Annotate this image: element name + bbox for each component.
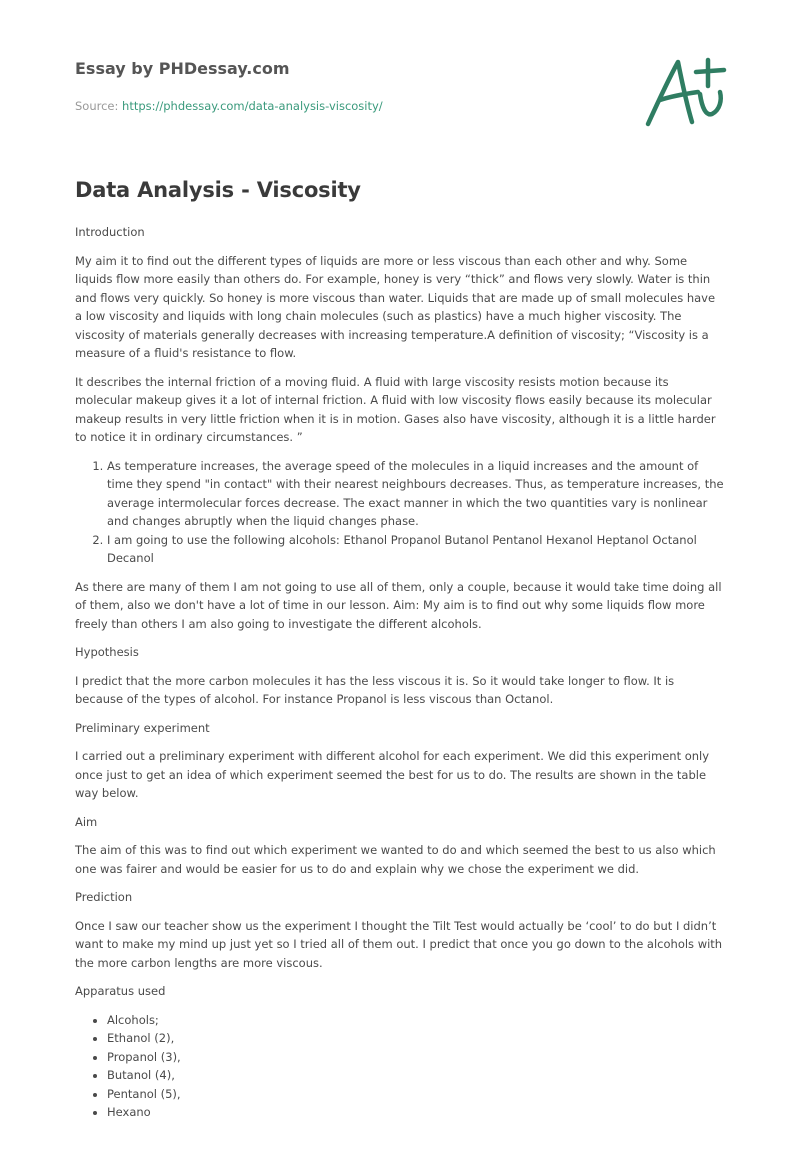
section-label-preliminary: Preliminary experiment [75,720,210,735]
list-item: • Butanol (4), [107,1066,725,1085]
a-plus-logo-icon [640,52,730,132]
paragraph: I predict that the more carbon molecules it has the less viscous it is. So it would take longer to flow. It is because of the types of alcohol. For instance Propanol is less viscous than Octanol. [75,673,675,706]
source-label: Source: [75,98,119,113]
list-item: • Propanol (3), [107,1048,725,1067]
paragraph: It describes the internal friction of a moving fluid. A fluid with large viscosity resists motion because its molecular makeup gives it a lot of internal friction. A fluid with low viscosity flows easily because its molecular makeup results in very little friction when it is in motion. Gases also have viscosity, although it is a little harder to notice it in ordinary circumstances. ” [75,374,716,444]
paragraph: My aim it to find out the different types of liquids are more or less viscous than each other and why. Some liquids flow more easily than others do. For example, honey is very “thick” and flows very slowly. Water is thin and flows very quickly. So honey is more viscous than water. Liquids that are made up of small molecules have a low viscosity and liquids with long chain molecules (such as plastics) have a much higher viscosity. The viscosity of materials generally decreases with increasing temperature.A definition of viscosity; “Viscosity is a measure of a fluid's resistance to flow. [75,253,716,360]
bullet-list [75,1011,725,1122]
list-item: 2. I am going to use the following alcohols: Ethanol Propanol Butanol Pentanol Hexanol Heptanol Octanol Decanol [107,531,725,568]
page-title: Data Analysis - Viscosity [75,178,361,202]
section-label-introduction: Introduction [75,225,145,239]
source-line [75,99,725,113]
numbered-list [75,457,725,568]
list-item: • Alcohols; [107,1011,725,1030]
paragraph: Once I saw our teacher show us the experiment I thought the Tilt Test would actually be ‘cool’ to do but I didn’t want to make my mind up just yet so I tried all of them out. I predict that once you go down to the alcohols with the more carbon lengths are more viscous. [75,918,723,970]
paragraph: I carried out a preliminary experiment with different alcohol for each experiment. We did this experiment only once just to get an idea of which experiment seemed the best for us to do. The results are shown in the table way below. [75,749,710,800]
essay-header [75,60,725,113]
list-item: 1. As temperature increases, the average speed of the molecules in a liquid increases and the amount of time they spend "in contact" with their nearest neighbours decreases. Thus, as temperature increases, the average intermolecular forces decrease. The exact manner in which the two quantities vary is nonlinear and changes abruptly when the liquid changes phase. [107,457,725,531]
list-item: • Pentanol (5), [107,1085,725,1104]
section-label-apparatus: Apparatus used [75,984,166,998]
brand-title: Essay by PHDessay.com [75,59,290,78]
list-item: • Hexano [107,1103,725,1122]
source-link[interactable]: https://phdessay.com/data-analysis-viscosity/ [122,98,383,113]
section-label-aim: Aim [75,814,98,829]
list-item: • Ethanol (2), [107,1029,725,1048]
article-body [75,178,725,1122]
paragraph: The aim of this was to find out which experiment we wanted to do and which seemed the best to us also which one was fairer and would be easier for us to do and explain why we chose the experiment we did. [75,843,716,876]
section-label-hypothesis: Hypothesis [75,645,139,659]
paragraph: As there are many of them I am not going to use all of them, only a couple, because it would take time doing all of them, also we don't have a lot of time in our lesson. Aim: My aim is to find out why some liquids flow more freely than others I am also going to investigate the different alcohols. [75,579,722,631]
section-label-prediction: Prediction [75,890,133,904]
